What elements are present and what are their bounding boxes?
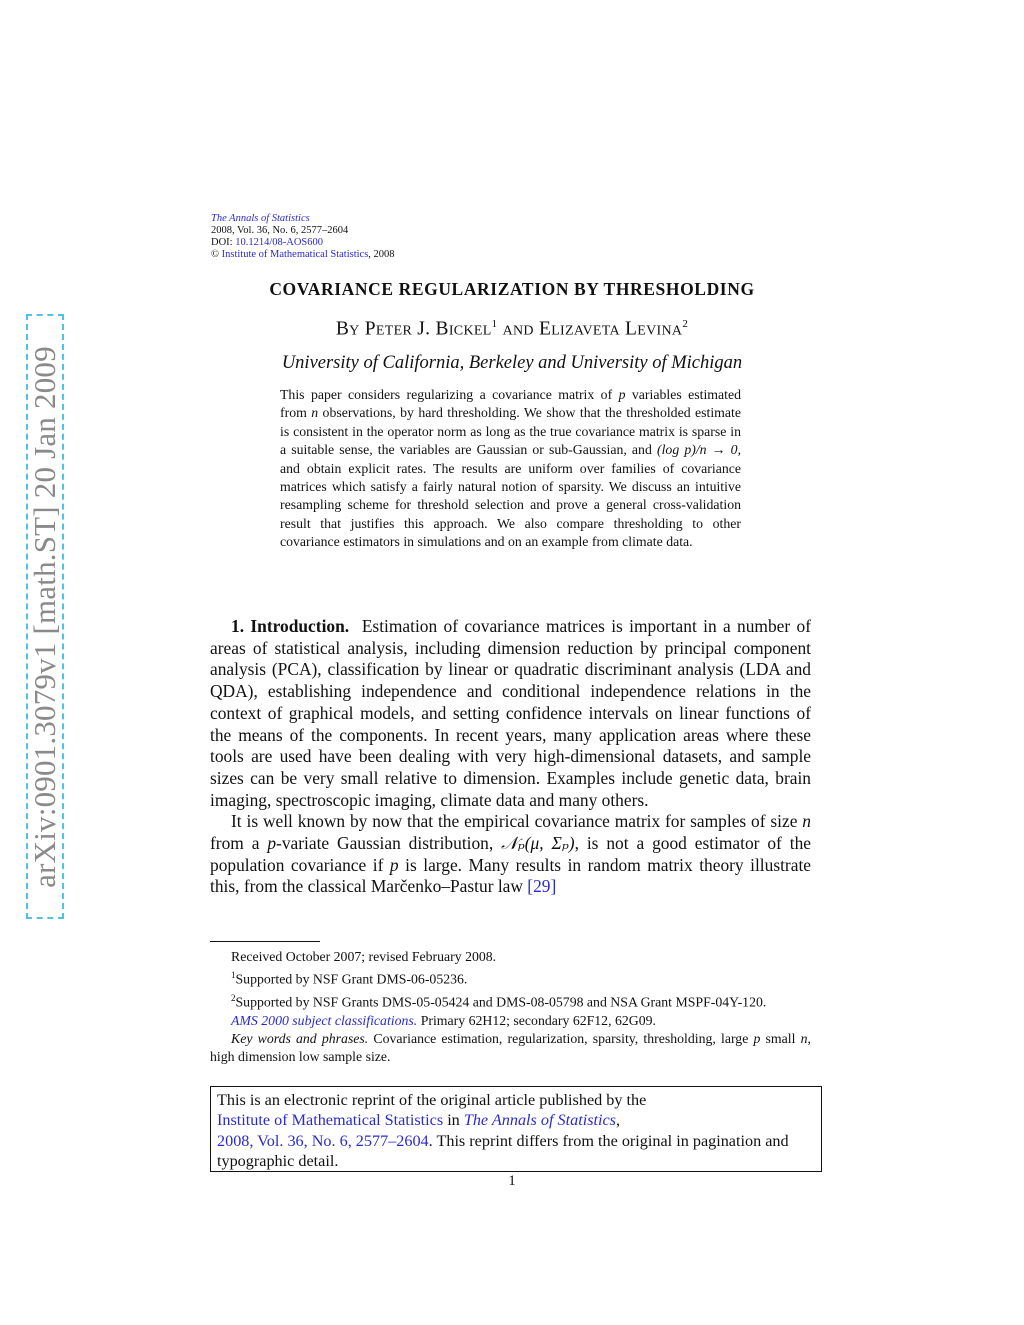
doi-line [211, 237, 611, 249]
reprint-rest: . This reprint differs from the original in pagination and typographic detail. [217, 1131, 789, 1170]
keywords-text-b: small [760, 1031, 801, 1046]
doi-link[interactable]: 10.1214/08-AOS600 [235, 237, 324, 248]
intro-text-2a: It is well known by now that the empirical covariance matrix for samples of size [231, 811, 803, 832]
author-1: Peter J. Bickel [364, 318, 492, 340]
footnote-2 [210, 989, 811, 1012]
doi-label: DOI: [211, 237, 236, 248]
intro-p-2: p [389, 854, 399, 875]
abstract-text-1: This paper considers regularizing a covariance matrix of [280, 387, 619, 402]
reprint-line-1: This is an electronic reprint of the original article published by the [217, 1091, 647, 1109]
footnote-2-mark: 2 [231, 993, 236, 1003]
abstract-text-2: variables estimated from [280, 387, 741, 421]
citation-29[interactable]: [29] [527, 876, 557, 897]
intro-paragraph-1 [210, 616, 811, 811]
author-1-mark: 1 [491, 318, 498, 330]
keywords-p: p [753, 1031, 761, 1046]
keywords-text-c: , high dimension low sample size. [210, 1031, 811, 1065]
keywords-label: Key words and phrases. [231, 1031, 369, 1046]
reprint-notice [210, 1086, 822, 1172]
intro-n: n [802, 811, 811, 832]
by-word: By [335, 318, 360, 340]
keywords-text-a: Covariance estimation, regularization, sparsity, thresholding, large [368, 1031, 754, 1046]
reprint-journal-link[interactable]: The Annals of Statistics [463, 1111, 616, 1130]
ams-link[interactable]: AMS 2000 subject classifications. [231, 1012, 418, 1028]
reprint-comma: , [615, 1111, 621, 1130]
intro-text-2e: is large. Many results in random matrix theory illustrate this, from the classical Marčenko–Pastur law [210, 854, 811, 897]
footnotes [210, 948, 811, 1066]
arxiv-stamp [26, 314, 64, 919]
copyright-line [211, 249, 611, 261]
received-note: Received October 2007; revised February 2008. [231, 949, 497, 964]
reprint-in: in [443, 1111, 464, 1130]
paper-title: COVARIANCE REGULARIZATION BY THRESHOLDING [269, 279, 755, 299]
intro-text-2c: -variate Gaussian distribution, [276, 833, 502, 854]
section-heading: 1. Introduction. [231, 616, 350, 636]
abstract-text-3: observations, by hard thresholding. We show that the thresholded estimate is consistent in the operator norm as long as the true covariance matrix is sparse in a suitable sense, the variables are Gaussian or sub-Gaussian, and [280, 405, 741, 458]
ams-classification [210, 1012, 811, 1030]
page-number: 1 [508, 1173, 516, 1189]
intro-text-1: Estimation of covariance matrices is important in a number of areas of statistical analysis, including dimension reduction by principal component analysis (PCA), classification by linear or quadratic discriminant analysis (LDA and QDA), establishing independence and conditional independence relations in the context of graphical models, and setting confidence intervals on linear functions of the means of the components. In recent years, many application areas where these tools are used have been dealing with very high-dimensional datasets, and sample sizes can be very small relative to dimension. Examples include genetic data, brain imaging, spectroscopic imaging, climate data and many others. [210, 616, 811, 810]
journal-link[interactable]: The Annals of Statistics [211, 213, 310, 224]
footnote-1 [210, 966, 811, 989]
footnote-1-text: Supported by NSF Grant DMS-06-05236. [235, 971, 468, 987]
abstract-n: n [311, 405, 319, 421]
intro-paragraph-2 [210, 811, 811, 898]
journal-header [211, 213, 611, 261]
author-2-mark: 2 [682, 318, 689, 330]
author-2: Elizaveta Levina [538, 318, 683, 340]
footnote-2-text: Supported by NSF Grants DMS-05-05424 and DMS-08-05798 and NSA Grant MSPF-04Y-120. [235, 994, 767, 1010]
copyright-symbol: © [211, 249, 219, 260]
volume-line: 2008, Vol. 36, No. 6, 2577–2604 [211, 225, 349, 236]
intro-p: p [267, 833, 277, 854]
abstract-text-4: , and obtain explicit rates. The results are uniform over families of covariance matrices which satisfy a fairly natural notion of sparsity. We discuss an intuitive resampling scheme for threshold selection and prove a general cross-validation result that justifies this approach. We also compare thresholding to other covariance estimators in simulations and on an example from climate data. [280, 442, 742, 550]
abstract [280, 386, 741, 552]
arxiv-id: arXiv:0901.3079v1 [math.ST] 20 Jan 2009 [27, 345, 63, 888]
ams-text: Primary 62H12; secondary 62F12, 62G09. [417, 1012, 656, 1028]
intro-text-2d: , is not a good estimator of the population covariance if [210, 833, 811, 875]
authors [0, 318, 1024, 341]
footnote-1-mark: 1 [231, 970, 236, 981]
reprint-publisher-link[interactable]: Institute of Mathematical Statistics [217, 1111, 444, 1130]
footnote-rule [210, 941, 320, 942]
keywords [210, 1030, 811, 1066]
keywords-n: n [800, 1031, 808, 1046]
reprint-volume-link[interactable]: 2008, Vol. 36, No. 6, 2577–2604 [217, 1131, 429, 1150]
intro-distribution: 𝒩ₚ(μ, Σₚ) [501, 833, 575, 854]
copyright-year: , 2008 [368, 249, 395, 260]
introduction-section [210, 616, 811, 898]
affiliation: University of California, Berkeley and University of Michigan [281, 353, 743, 373]
abstract-p: p [618, 387, 626, 402]
and-word: and [502, 318, 534, 340]
publisher-link[interactable]: Institute of Mathematical Statistics [221, 249, 369, 260]
intro-text-2b: from a [210, 833, 268, 854]
abstract-rate: (log p)/n → 0 [657, 442, 738, 458]
